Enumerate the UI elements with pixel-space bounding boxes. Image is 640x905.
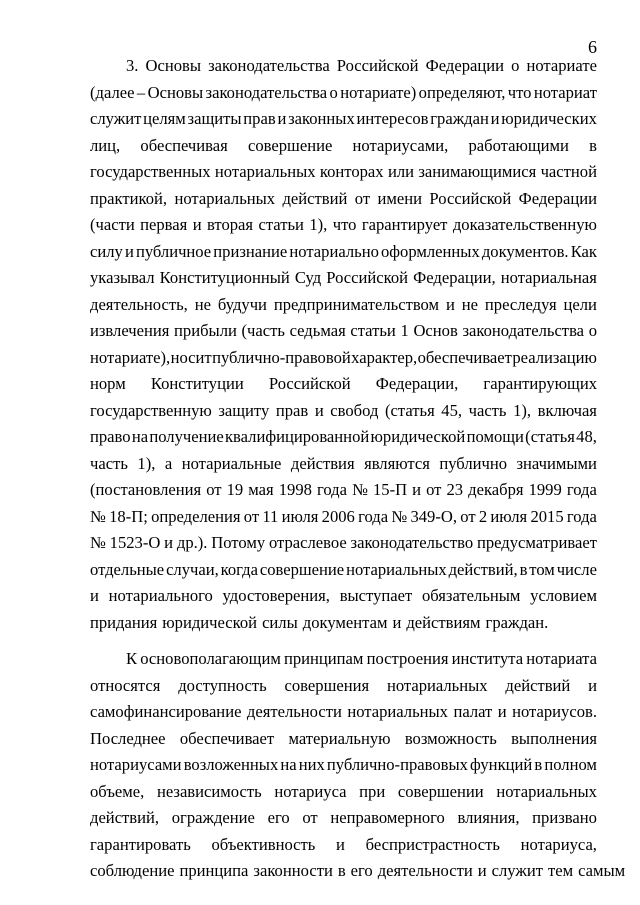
- text-line: К основополагающим принципам построения института нотариата: [126, 649, 597, 668]
- text-line: государственную защиту прав и свобод (статья 45, часть 1), включая: [90, 400, 597, 420]
- text-line: государственных нотариальных конторах или занимающимися частной: [90, 162, 597, 181]
- text-line: деятельность, не будучи предпринимательством и не преследуя цели: [90, 294, 597, 314]
- text-line: нотариусами возложенных на них публично-правовых функций в полном: [90, 755, 597, 774]
- text-line: придания юридической силы документам и действиям граждан.: [90, 612, 549, 632]
- text-line: практикой, нотариальных действий от имени Российской Федерации: [90, 188, 597, 208]
- text-line: (постановления от 19 мая 1998 года № 15-П и от 23 декабря 1999 года: [90, 480, 597, 499]
- body-text: [90, 53, 626, 885]
- text-line: силу и публичное признание нотариально оформленных документов. Как: [90, 241, 597, 261]
- text-line: извлечения прибыли (часть седьмая статьи 1 Основ законодательства о: [90, 321, 597, 340]
- page-number: 6: [588, 37, 597, 57]
- text-line: служит целям защиты прав и законных интересов граждан и юридических: [90, 109, 597, 128]
- text-line: № 1523-О и др.). Потому отраслевое законодательство предусматривает: [90, 533, 597, 552]
- text-line: право на получение квалифицированной юридической помощи (статья 48,: [90, 427, 597, 446]
- text-line: и нотариального удостоверения, выступает обязательным условием: [90, 586, 597, 605]
- paragraph: [90, 53, 597, 636]
- text-line: самофинансирование деятельности нотариальных палат и нотариусов.: [90, 702, 597, 721]
- text-line: относятся доступность совершения нотариальных действий и: [90, 675, 597, 695]
- text-line: нотариате), носит публично-правовой характер, обеспечивает реализацию: [90, 347, 597, 367]
- text-line: указывал Конституционный Суд Российской Федерации, нотариальная: [90, 268, 597, 287]
- text-line: часть 1), а нотариальные действия являются публично значимыми: [90, 453, 597, 473]
- text-line: соблюдение принципа законности в его деятельности и служит тем самым: [90, 861, 626, 880]
- text-line: гарантировать объективность и беспристрастность нотариуса,: [90, 834, 597, 854]
- text-line: Последнее обеспечивает материальную возможность выполнения: [90, 728, 597, 748]
- text-line: 3. Основы законодательства Российской Федерации о нотариате: [126, 56, 597, 75]
- text-line: (части первая и вторая статьи 1), что гарантирует доказательственную: [90, 215, 597, 234]
- text-line: действий, ограждение его от неправомерного влияния, призвано: [90, 808, 597, 827]
- paragraph: [90, 646, 626, 885]
- text-line: объеме, независимость нотариуса при совершении нотариальных: [90, 781, 597, 801]
- text-line: (далее – Основы законодательства о нотариате) определяют, что нотариат: [90, 82, 597, 102]
- text-line: норм Конституции Российской Федерации, гарантирующих: [90, 374, 597, 393]
- text-line: отдельные случаи, когда совершение нотариальных действий, в том числе: [90, 559, 597, 579]
- paragraph-gap: [90, 636, 597, 646]
- text-line: № 18-П; определения от 11 июля 2006 года № 349-О, от 2 июля 2015 года: [90, 506, 597, 526]
- text-line: лиц, обеспечивая совершение нотариусами, работающими в: [90, 135, 597, 155]
